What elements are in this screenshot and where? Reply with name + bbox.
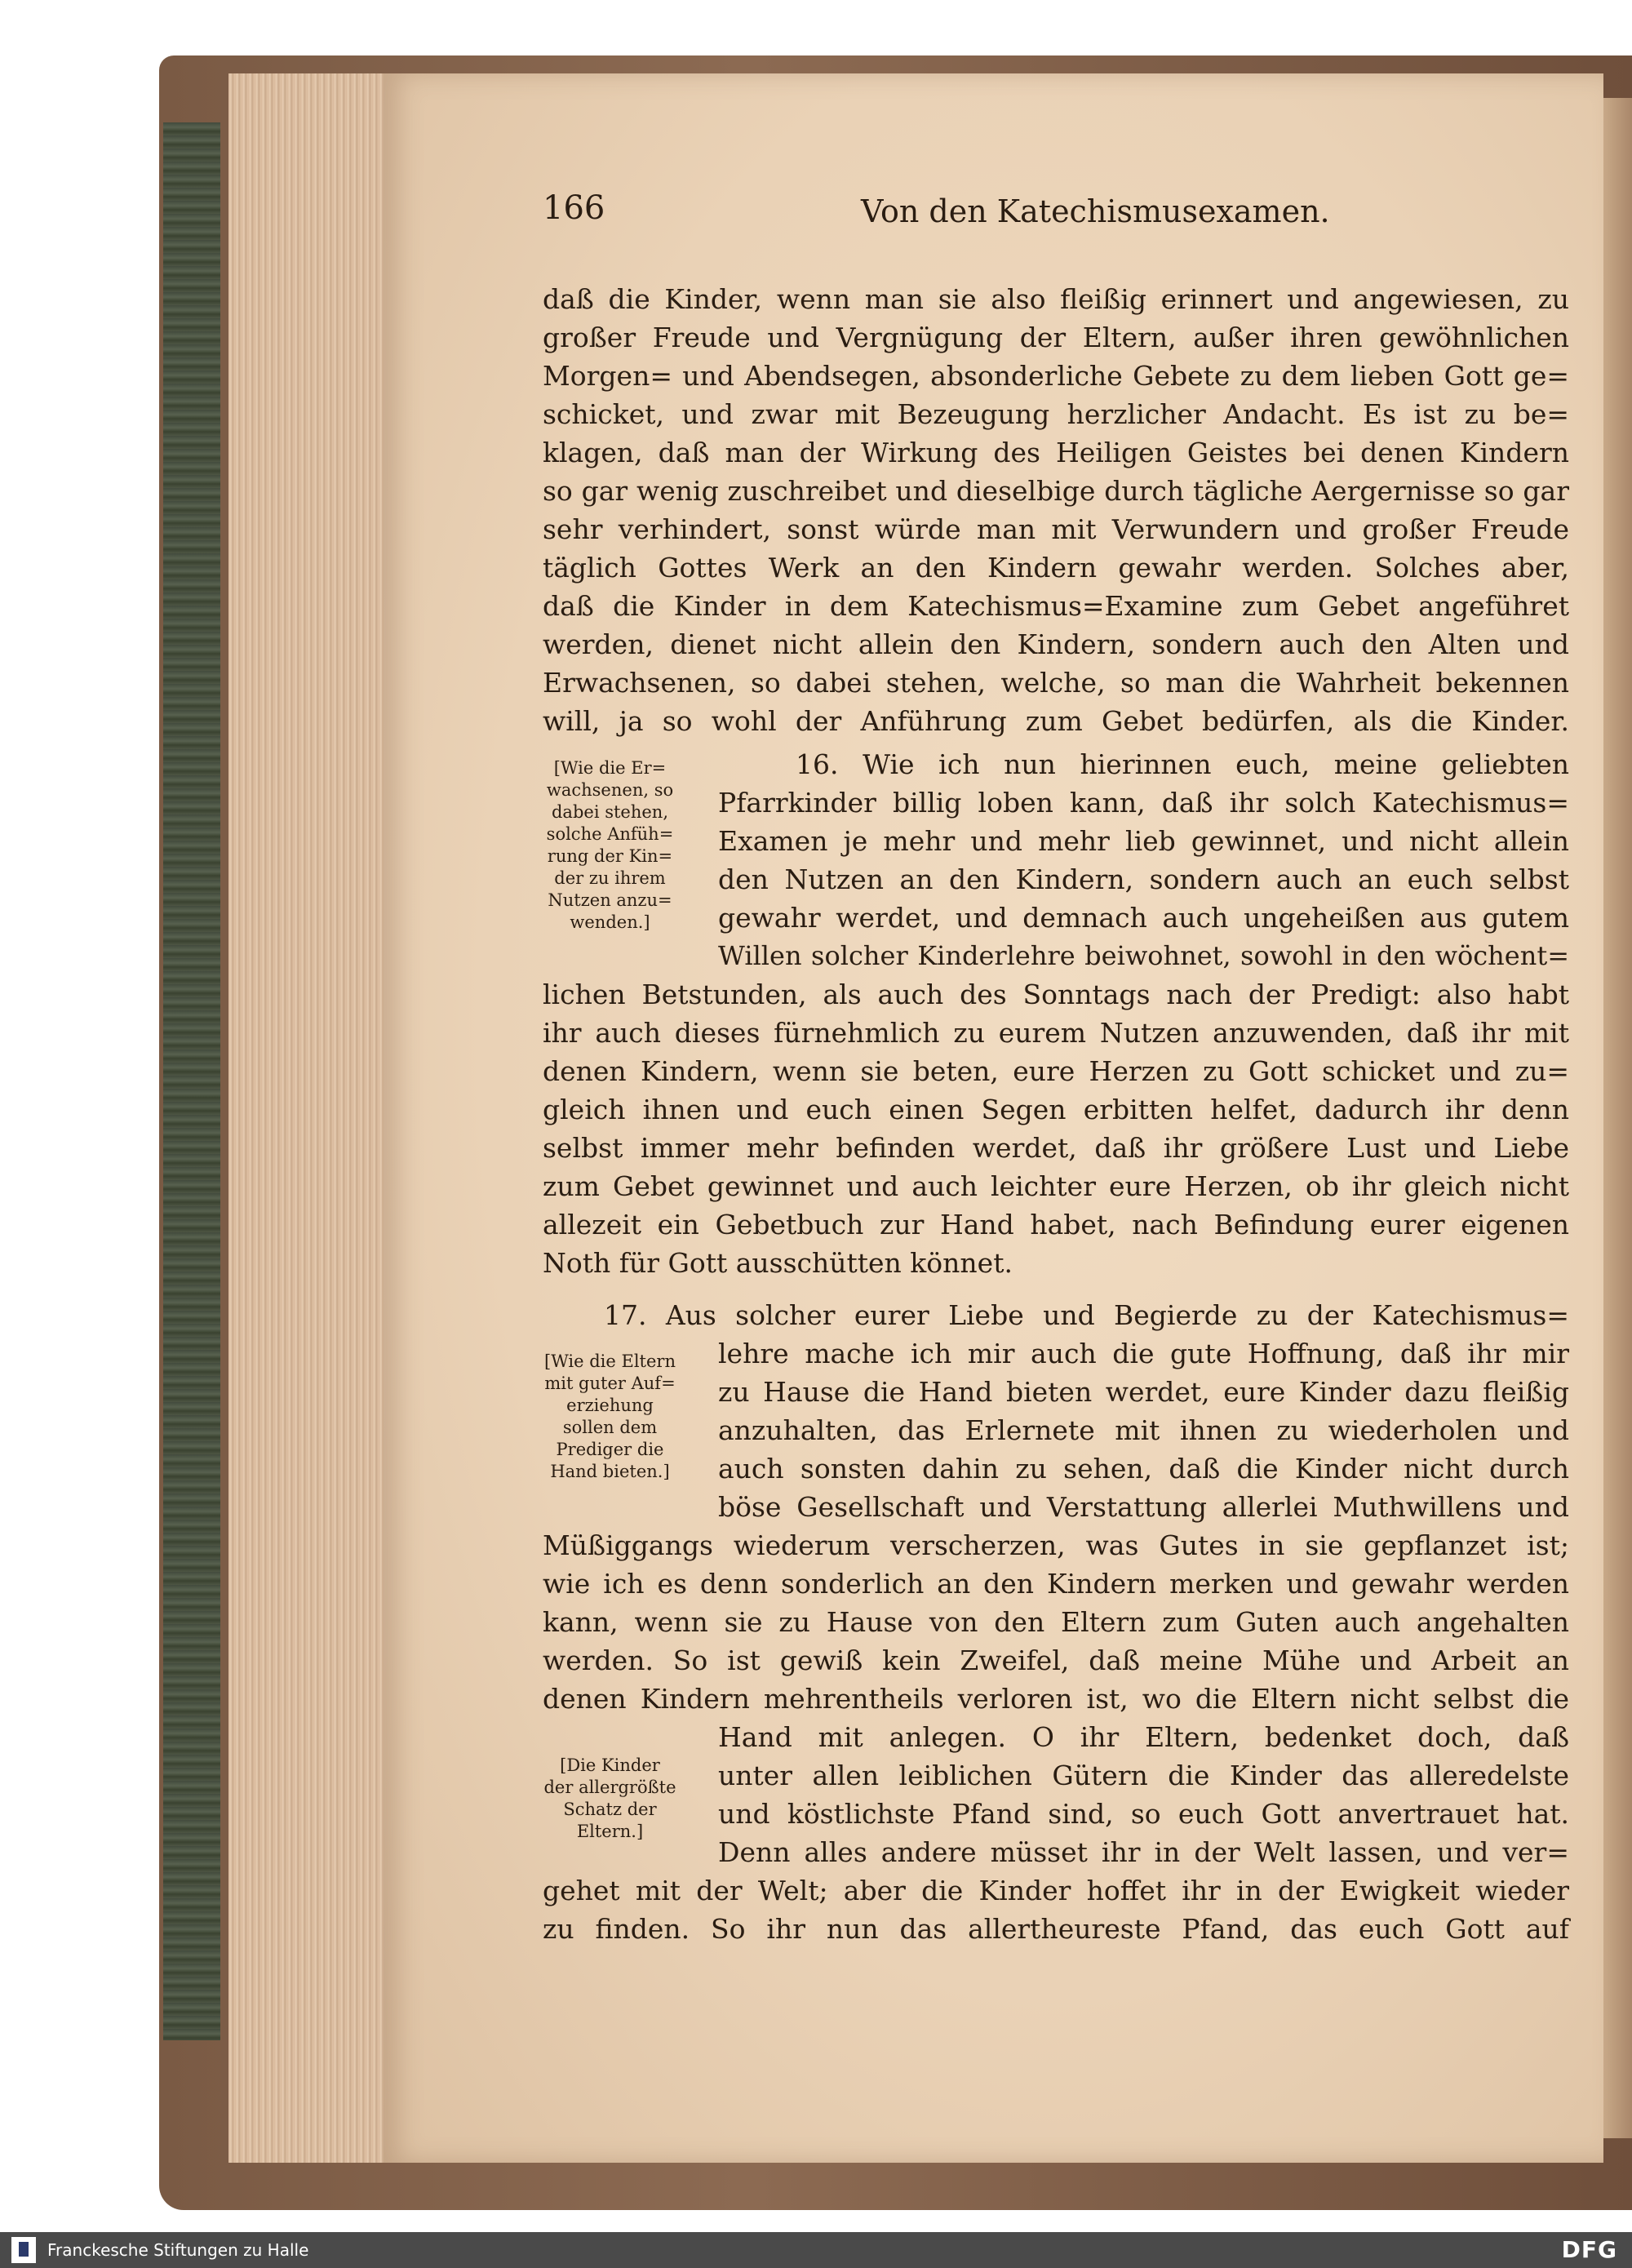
text-line: und köstlichste Pfand sind, so euch Gott anvertrauet hat. <box>718 1798 1569 1830</box>
francke-foundation-logo-icon <box>11 2237 36 2263</box>
text-line: kann, wenn sie zu Hause von den Eltern zum Guten auch angehalten <box>543 1606 1569 1638</box>
text-line: zu finden. So ihr nun das allertheureste Pfand, das euch Gott auf <box>543 1913 1569 1945</box>
text-line: Pfarrkinder billig loben kann, daß ihr solch Katechismus= <box>718 787 1569 819</box>
text-line: allezeit ein Gebetbuch zur Hand habet, nach Befindung eurer eigenen <box>543 1209 1569 1241</box>
text-line: Hand mit anlegen. O ihr Eltern, bedenket doch, daß <box>718 1721 1569 1753</box>
text-line: Examen je mehr und mehr lieb gewinnet, und nicht allein <box>718 825 1569 857</box>
text-line: werden. So ist gewiß kein Zweifel, daß meine Mühe und Arbeit an <box>543 1644 1569 1676</box>
page-right-edge <box>1603 98 1632 2138</box>
margin-note: [Wie die Eltern mit guter Auf= erziehung sollen dem Prediger die Hand bieten.] <box>544 1351 676 1481</box>
text-line: Müßiggangs wiederum verscherzen, was Gutes in sie gepflanzet ist; <box>543 1529 1569 1561</box>
text-line: gehet mit der Welt; aber die Kinder hoffet ihr in der Ewigkeit wieder <box>543 1875 1569 1906</box>
running-head: Von den Katechismusexamen. <box>861 193 1330 229</box>
text-line: selbst immer mehr befinden werdet, daß ihr größere Lust und Liebe <box>543 1132 1569 1164</box>
text-line: 16. Wie ich nun hierinnen euch, meine geliebten <box>796 748 1569 780</box>
text-line: lehre mache ich mir auch die gute Hoffnung, daß ihr mir <box>718 1338 1569 1369</box>
text-line: zum Gebet gewinnet und auch leichter eure Herzen, ob ihr gleich nicht <box>543 1170 1569 1202</box>
text-line: Erwachsenen, so dabei stehen, welche, so man die Wahrheit bekennen <box>543 667 1569 699</box>
text-line: sehr verhindert, sonst würde man mit Verwundern und großer Freude <box>543 513 1569 545</box>
dfg-badge: DFG <box>1561 2236 1617 2263</box>
text-line: anzuhalten, das Erlernete mit ihnen zu wiederholen und <box>718 1414 1569 1446</box>
footer-bar <box>0 2232 1632 2268</box>
text-line: großer Freude und Vergnügung der Eltern, außer ihren gewöhnlichen <box>543 322 1569 353</box>
footer-label: Franckesche Stiftungen zu Halle <box>47 2240 309 2260</box>
text-line: auch sonsten dahin zu sehen, daß die Kinder nicht durch <box>718 1453 1569 1485</box>
text-line: ihr auch dieses fürnehmlich zu eurem Nutzen anzuwenden, daß ihr mit <box>543 1017 1569 1049</box>
text-line: Morgen= und Abendsegen, absonderliche Gebete zu dem lieben Gott ge= <box>543 360 1569 392</box>
text-line: denen Kindern, wenn sie beten, eure Herzen zu Gott schicket und zu= <box>543 1055 1569 1087</box>
text-line: täglich Gottes Werk an den Kindern gewahr werden. Solches aber, <box>543 552 1569 584</box>
text-line: Noth für Gott ausschütten könnet. <box>543 1247 1013 1279</box>
text-line: böse Gesellschaft und Verstattung allerlei Muthwillens und <box>718 1491 1569 1523</box>
text-line: werden, dienet nicht allein den Kindern, sondern auch den Alten und <box>543 628 1569 660</box>
text-line: daß die Kinder in dem Katechismus=Examine zum Gebet angeführet <box>543 590 1569 622</box>
text-line: schicket, und zwar mit Bezeugung herzlicher Andacht. Es ist zu be= <box>543 398 1569 430</box>
text-line: will, ja so wohl der Anführung zum Gebet bedürfen, als die Kinder. <box>543 705 1569 737</box>
text-line: klagen, daß man der Wirkung des Heiligen Geistes bei denen Kindern <box>543 437 1569 468</box>
text-line: wie ich es denn sonderlich an den Kindern merken und gewahr werden <box>543 1568 1569 1600</box>
text-line: gewahr werdet, und demnach auch ungeheißen aus gutem <box>718 902 1569 934</box>
text-line: lichen Betstunden, als auch des Sonntags nach der Predigt: also habt <box>543 979 1569 1010</box>
text-line: daß die Kinder, wenn man sie also fleißig erinnert und angewiesen, zu <box>543 283 1569 315</box>
margin-note: [Die Kinder der allergrößte Schatz der Eltern.] <box>543 1755 676 1841</box>
text-line: denen Kindern mehrentheils verloren ist, wo die Eltern nicht selbst die <box>543 1683 1569 1715</box>
text-line: 17. Aus solcher eurer Liebe und Begierde zu der Katechismus= <box>604 1299 1569 1331</box>
text-line: unter allen leiblichen Gütern die Kinder das alleredelste <box>718 1760 1569 1791</box>
text-line: Denn alles andere müsset ihr in der Welt lassen, und ver= <box>718 1836 1569 1868</box>
text-line: den Nutzen an den Kindern, sondern auch an euch selbst <box>718 863 1569 895</box>
book-spine <box>163 122 220 2040</box>
text-line: gleich ihnen und euch einen Segen erbitten helfet, dadurch ihr denn <box>543 1094 1569 1125</box>
text-line: so gar wenig zuschreibet und dieselbige durch tägliche Aergernisse so gar <box>543 475 1569 507</box>
text-line: Willen solcher Kinderlehre beiwohnet, sowohl in den wöchent= <box>718 940 1569 971</box>
margin-note: [Wie die Er= wachsenen, so dabei stehen, solche Anfüh= rung der Kin= der zu ihrem Nutzen anzu= wenden.] <box>546 758 674 932</box>
page-edges <box>228 73 392 2163</box>
page-number: 166 <box>543 189 605 227</box>
text-line: zu Hause die Hand bieten werdet, eure Kinder dazu fleißig <box>718 1376 1569 1408</box>
